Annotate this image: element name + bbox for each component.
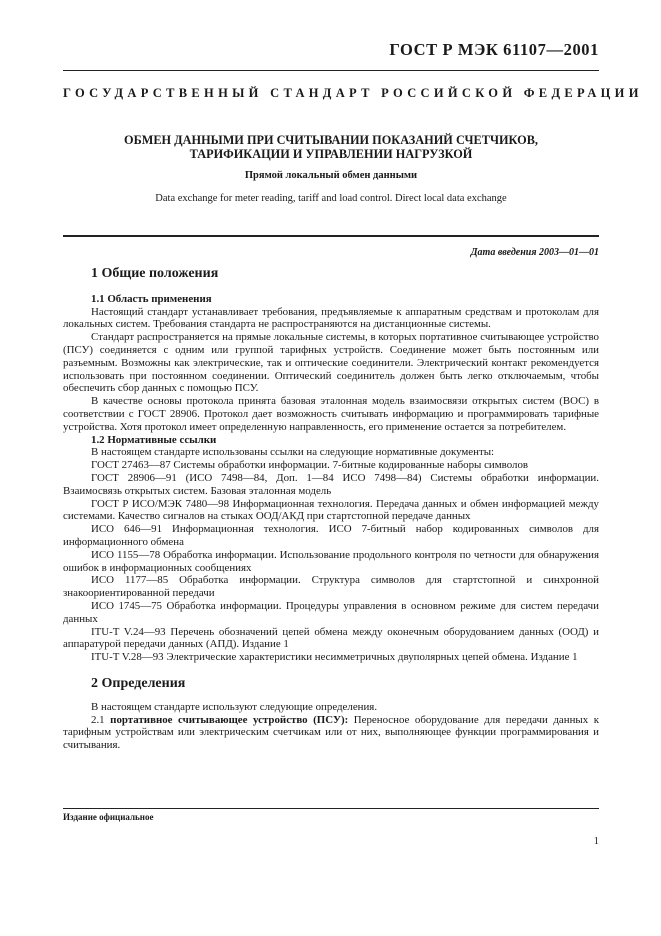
paragraph: Стандарт распространяется на прямые локальные системы, в которых портативное считывающее устройство (ПСУ) соединяется с одним или группой тарифных устройств. Соединение может быть постоянным или разъемным. Возможны как электрические, так и оптические соединители. Электрический контакт рекомендуется использовать при постоянном соединении. Оптический соединитель должен быть легко отключаемым, чтобы обеспечить сбор данных с помощью ПСУ. bbox=[63, 331, 599, 395]
definition-number: 2.1 bbox=[91, 713, 105, 726]
reference-item: ГОСТ Р ИСО/МЭК 7480—98 Информационная технология. Передача данных и обмен информацией между системами. Качество сигналов на стыках ООД/АКД при стартстопной передаче данных bbox=[63, 497, 599, 523]
section-1 bbox=[63, 268, 599, 752]
english-title: Data exchange for meter reading, tariff and load control. Direct local data exchange bbox=[155, 193, 507, 204]
definition-text: Переносное оборудование для передачи данных к тарифным устройствам или электрическим счетчикам или от них, выполняющее функции программирования и считывания. bbox=[63, 713, 599, 752]
title-rule bbox=[63, 235, 599, 237]
header-rule bbox=[63, 70, 599, 71]
definition-term: портативное считывающее устройство (ПСУ): bbox=[110, 713, 349, 726]
paragraph: Настоящий стандарт устанавливает требования, предъявляемые к аппаратным средствам и протоколам для локальных систем. Требования стандарта не распространяются на дистанционные системы. bbox=[63, 305, 599, 331]
reference-item: ИСО 1745—75 Обработка информации. Процедуры управления в основном режиме для систем передачи данных bbox=[63, 599, 599, 625]
paragraph: В настоящем стандарте используют следующие определения. bbox=[91, 700, 378, 713]
subsection-1-1-heading: 1.1 Область применения bbox=[91, 292, 212, 305]
state-standard-heading: ГОСУДАРСТВЕННЫЙ СТАНДАРТ РОССИЙСКОЙ ФЕДЕРАЦИИ bbox=[63, 86, 643, 100]
reference-item: ГОСТ 28906—91 (ИСО 7498—84, Доп. 1—84 ИСО 7498—84) Системы обработки информации. Взаимосвязь открытых систем. Базовая эталонная модель bbox=[63, 471, 599, 497]
footer-rule bbox=[63, 808, 599, 809]
reference-item: ИСО 646—91 Информационная технология. ИСО 7-битный набор кодированных символов для информационного обмена bbox=[63, 523, 599, 548]
edition-label: Издание официальное bbox=[63, 812, 154, 822]
reference-item: ITU-T V.28—93 Электрические характеристики несимметричных двуполярных цепей обмена. Издание 1 bbox=[91, 651, 578, 664]
reference-item: ITU-T V.24—93 Перечень обозначений цепей обмена между оконечным оборудованием данных (ООД) и аппаратурой передачи данных (АПД). Издание 1 bbox=[63, 625, 599, 651]
title-line-1: ОБМЕН ДАННЫМИ ПРИ СЧИТЫВАНИИ ПОКАЗАНИЙ СЧЕТЧИКОВ, bbox=[124, 133, 538, 147]
document-subtitle: Прямой локальный обмен данными bbox=[244, 170, 418, 181]
section-1-heading: 1 Общие положения bbox=[91, 266, 219, 281]
document-title bbox=[63, 133, 599, 161]
paragraph: В настоящем стандарте использованы ссылки на следующие нормативные документы: bbox=[91, 446, 495, 459]
reference-item: ИСО 1177—85 Обработка информации. Структура символов для стартстопной и синхронной знакоориентированной передачи bbox=[63, 574, 599, 600]
page-number: 1 bbox=[593, 836, 599, 847]
title-line-2: ТАРИФИКАЦИИ И УПРАВЛЕНИИ НАГРУЗКОЙ bbox=[189, 147, 473, 161]
standard-code: ГОСТ Р МЭК 61107—2001 bbox=[389, 40, 599, 59]
section-2-heading: 2 Определения bbox=[91, 675, 186, 691]
reference-item: ИСО 1155—78 Обработка информации. Использование продольного контроля по четности для обнаружения ошибок в информационных сообщениях bbox=[63, 548, 599, 574]
definition-paragraph bbox=[63, 714, 599, 752]
paragraph: В качестве основы протокола принята базовая эталонная модель взаимосвязи открытых систем (ВОС) в соответствии с ГОСТ 28906. Протокол дает возможность считывать информацию и программировать тарифные устройства. Хотя протокол имеет определенную направленность, его применение остается за потребителем. bbox=[63, 395, 599, 433]
reference-item: ГОСТ 27463—87 Системы обработки информации. 7-битные кодированные наборы символов bbox=[91, 459, 529, 472]
subsection-1-2-heading: 1.2 Нормативные ссылки bbox=[91, 433, 217, 446]
intro-date: Дата введения 2003—01—01 bbox=[470, 247, 599, 258]
